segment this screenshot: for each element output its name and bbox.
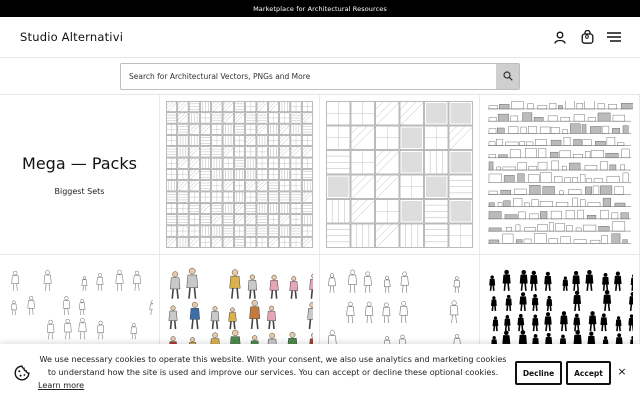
header-icons	[552, 17, 622, 57]
announcement-text: Marketplace for Architectural Resources	[253, 4, 387, 13]
cookie-icon	[14, 365, 30, 381]
search-row	[0, 57, 640, 95]
product-image	[486, 101, 633, 248]
decline-button[interactable]: Decline	[515, 361, 562, 385]
product-image	[326, 101, 473, 248]
accept-button[interactable]: Accept	[566, 361, 611, 385]
search-button[interactable]	[496, 64, 519, 89]
product-card-pattern-pack-1[interactable]	[160, 95, 320, 255]
promo-title: Mega — Packs	[22, 153, 137, 173]
user-icon[interactable]	[552, 29, 568, 45]
cookie-text: We use necessary cookies to operate this website. With your consent, we also use analytics and marketing cookies to understand how the site is used and improve our services. You can accept or decline these optional cookies.	[39, 354, 507, 377]
announcement-bar	[0, 0, 640, 17]
learn-more-link[interactable]: Learn more	[38, 380, 85, 390]
mega-packs-promo[interactable]	[0, 95, 160, 255]
search-box	[120, 63, 520, 90]
menu-icon[interactable]	[606, 29, 622, 45]
cart-icon[interactable]	[579, 29, 595, 45]
cookie-message	[38, 353, 508, 392]
close-icon[interactable]: ×	[617, 365, 627, 378]
product-image	[166, 101, 313, 248]
search-icon	[503, 71, 513, 81]
cart-count: 0	[584, 34, 590, 41]
product-card-pattern-pack-2[interactable]	[320, 95, 480, 255]
product-card-furniture-elevations[interactable]	[480, 95, 640, 255]
site-header	[0, 17, 640, 57]
cookie-banner	[0, 344, 640, 400]
promo-subtitle: Biggest Sets	[54, 186, 105, 196]
brand-logo[interactable]: Studio Alternativi	[20, 30, 124, 44]
search-input[interactable]	[121, 64, 496, 89]
